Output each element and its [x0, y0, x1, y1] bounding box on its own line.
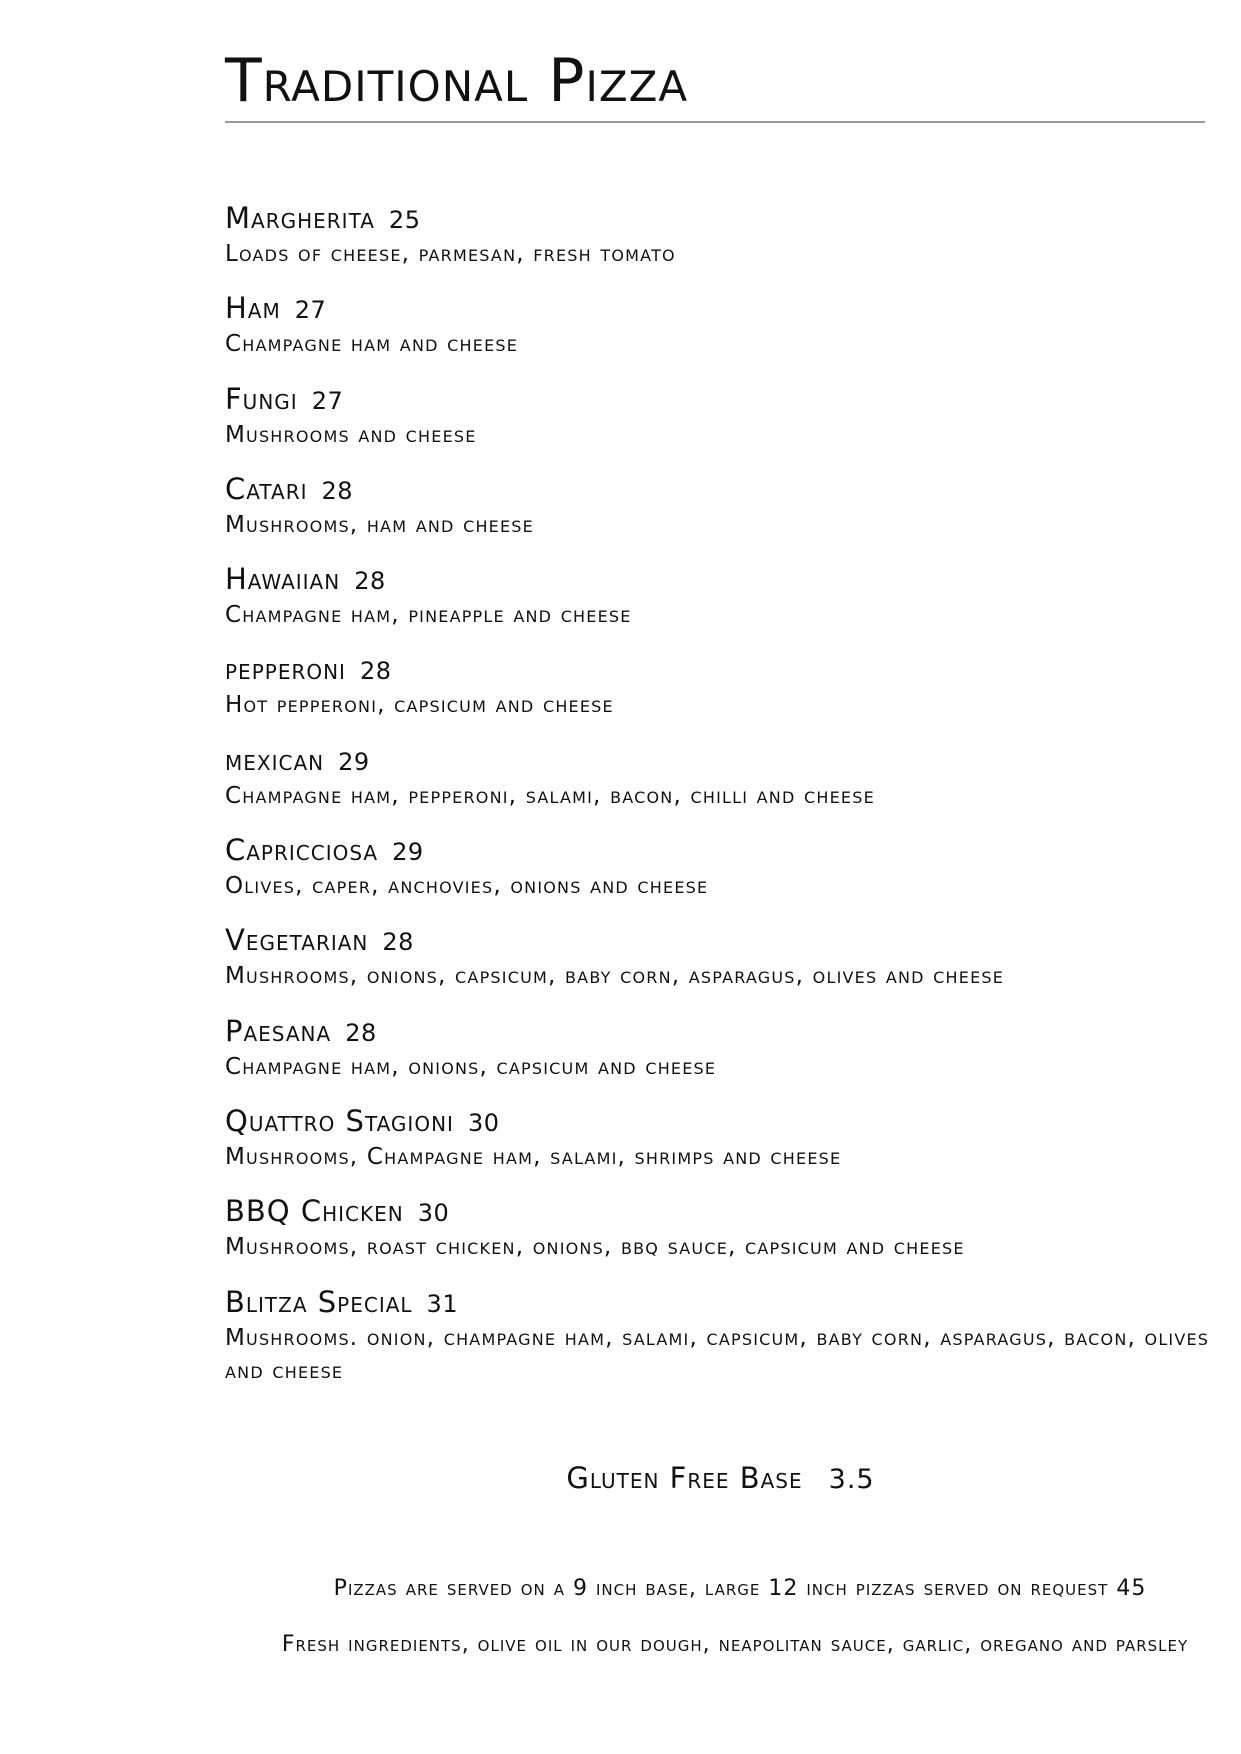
menu-item-description: Champagne ham, onions, capsicum and cheese — [225, 1053, 717, 1080]
menu-item-name: BBQ Chicken — [225, 1194, 404, 1229]
menu-item-name: Hawaiian — [225, 562, 341, 597]
menu-item-name: Vegetarian — [225, 923, 369, 958]
menu-item-heading — [225, 651, 1215, 689]
menu-item-heading — [225, 832, 1215, 870]
menu-item-price: 30 — [417, 1199, 450, 1228]
menu-item-name: Quattro Stagioni — [225, 1103, 454, 1138]
menu-item-heading — [225, 1284, 1215, 1322]
menu-item-name: Blitza Special — [225, 1284, 413, 1319]
menu-item-price: 27 — [311, 386, 344, 415]
menu-item-name: Margherita — [225, 201, 375, 235]
menu-item-name: pepperoni — [225, 652, 346, 687]
menu-item-description: Mushrooms, ham and cheese — [225, 511, 534, 538]
menu-item-heading — [225, 1013, 1215, 1051]
menu-item-price: 28 — [354, 567, 386, 596]
menu-item-price: 28 — [359, 657, 392, 686]
menu-item-quattro-stagioni — [225, 1103, 1215, 1193]
gluten-free-base-line — [0, 1458, 1241, 1500]
gluten-free-base-price: 3.5 — [828, 1464, 875, 1495]
menu-item-description: Olives, caper, anchovies, onions and cheese — [225, 873, 709, 900]
menu-item-heading — [225, 471, 1215, 509]
menu-item-heading — [225, 1193, 1215, 1231]
menu-item-description: Loads of cheese, parmesan, fresh tomato — [225, 241, 676, 267]
menu-item-description: Mushrooms, roast chicken, onions, bbq sauce, capsicum and cheese — [225, 1234, 965, 1261]
menu-item-price: 27 — [294, 296, 327, 325]
menu-item-heading — [225, 200, 1215, 238]
menu-item-name: Capricciosa — [225, 833, 379, 868]
menu-item-description: Mushrooms. onion, champagne ham, salami, capsicum, baby corn, asparagus, bacon, olives and cheese — [225, 1324, 1210, 1384]
menu-item-heading — [225, 561, 1215, 599]
menu-item-heading — [225, 290, 1215, 328]
menu-item-heading — [225, 742, 1215, 780]
menu-item-description: Champagne ham and cheese — [225, 331, 519, 358]
menu-item-hawaiian — [225, 561, 1215, 651]
menu-item-price: 28 — [382, 928, 414, 957]
menu-item-description: Mushrooms, onions, capsicum, baby corn, asparagus, olives and cheese — [225, 963, 1005, 990]
menu-item-description: Champagne ham, pepperoni, salami, bacon, chilli and cheese — [225, 782, 875, 809]
menu-item-mexican — [225, 742, 1215, 832]
menu-item-price: 28 — [321, 476, 354, 505]
menu-item-name: Ham — [225, 291, 281, 326]
menu-item-price: 28 — [345, 1018, 377, 1047]
menu-item-bbq-chicken — [225, 1193, 1215, 1283]
menu-item-description: Mushrooms and cheese — [225, 421, 477, 448]
menu-item-price: 29 — [392, 838, 424, 867]
menu-item-description: Mushrooms, Champagne ham, salami, shrimps and cheese — [225, 1143, 842, 1170]
menu-item-name: Catari — [225, 471, 308, 506]
menu-item-fungi — [225, 381, 1215, 471]
title-divider — [225, 121, 1205, 123]
menu-item-name: mexican — [225, 742, 325, 777]
menu-item-pepperoni — [225, 651, 1215, 741]
menu-item-name: Paesana — [225, 1013, 332, 1048]
menu-item-price: 25 — [388, 206, 421, 234]
gluten-free-base-label: Gluten Free Base — [566, 1461, 803, 1495]
ingredients-note: Fresh ingredients, olive oil in our dough, neapolitan sauce, garlic, oregano and parsley — [281, 1632, 1189, 1657]
menu-item-price: 30 — [467, 1108, 500, 1137]
menu-item-catari — [225, 471, 1215, 561]
menu-item-ham — [225, 290, 1215, 380]
menu-item-heading — [225, 922, 1215, 960]
menu-item-description: Hot pepperoni, capsicum and cheese — [225, 692, 614, 719]
menu-item-description: Champagne ham, pineapple and cheese — [225, 602, 632, 629]
menu-item-heading — [225, 1103, 1215, 1141]
menu-item-margherita — [225, 200, 1215, 290]
menu-item-name: Fungi — [225, 381, 298, 416]
menu-item-price: 31 — [426, 1289, 459, 1318]
base-size-note: Pizzas are served on a 9 inch base, large 12 inch pizzas served on request 45 — [333, 1576, 1147, 1601]
menu-item-vegetarian — [225, 922, 1215, 1012]
pizza-menu-list — [225, 200, 1215, 1384]
menu-item-capricciosa — [225, 832, 1215, 922]
page-title: Traditional Pizza — [225, 46, 689, 116]
menu-item-paesana — [225, 1013, 1215, 1103]
menu-item-heading — [225, 381, 1215, 419]
menu-item-price: 29 — [338, 747, 370, 776]
menu-item-blitza-special — [225, 1284, 1215, 1384]
